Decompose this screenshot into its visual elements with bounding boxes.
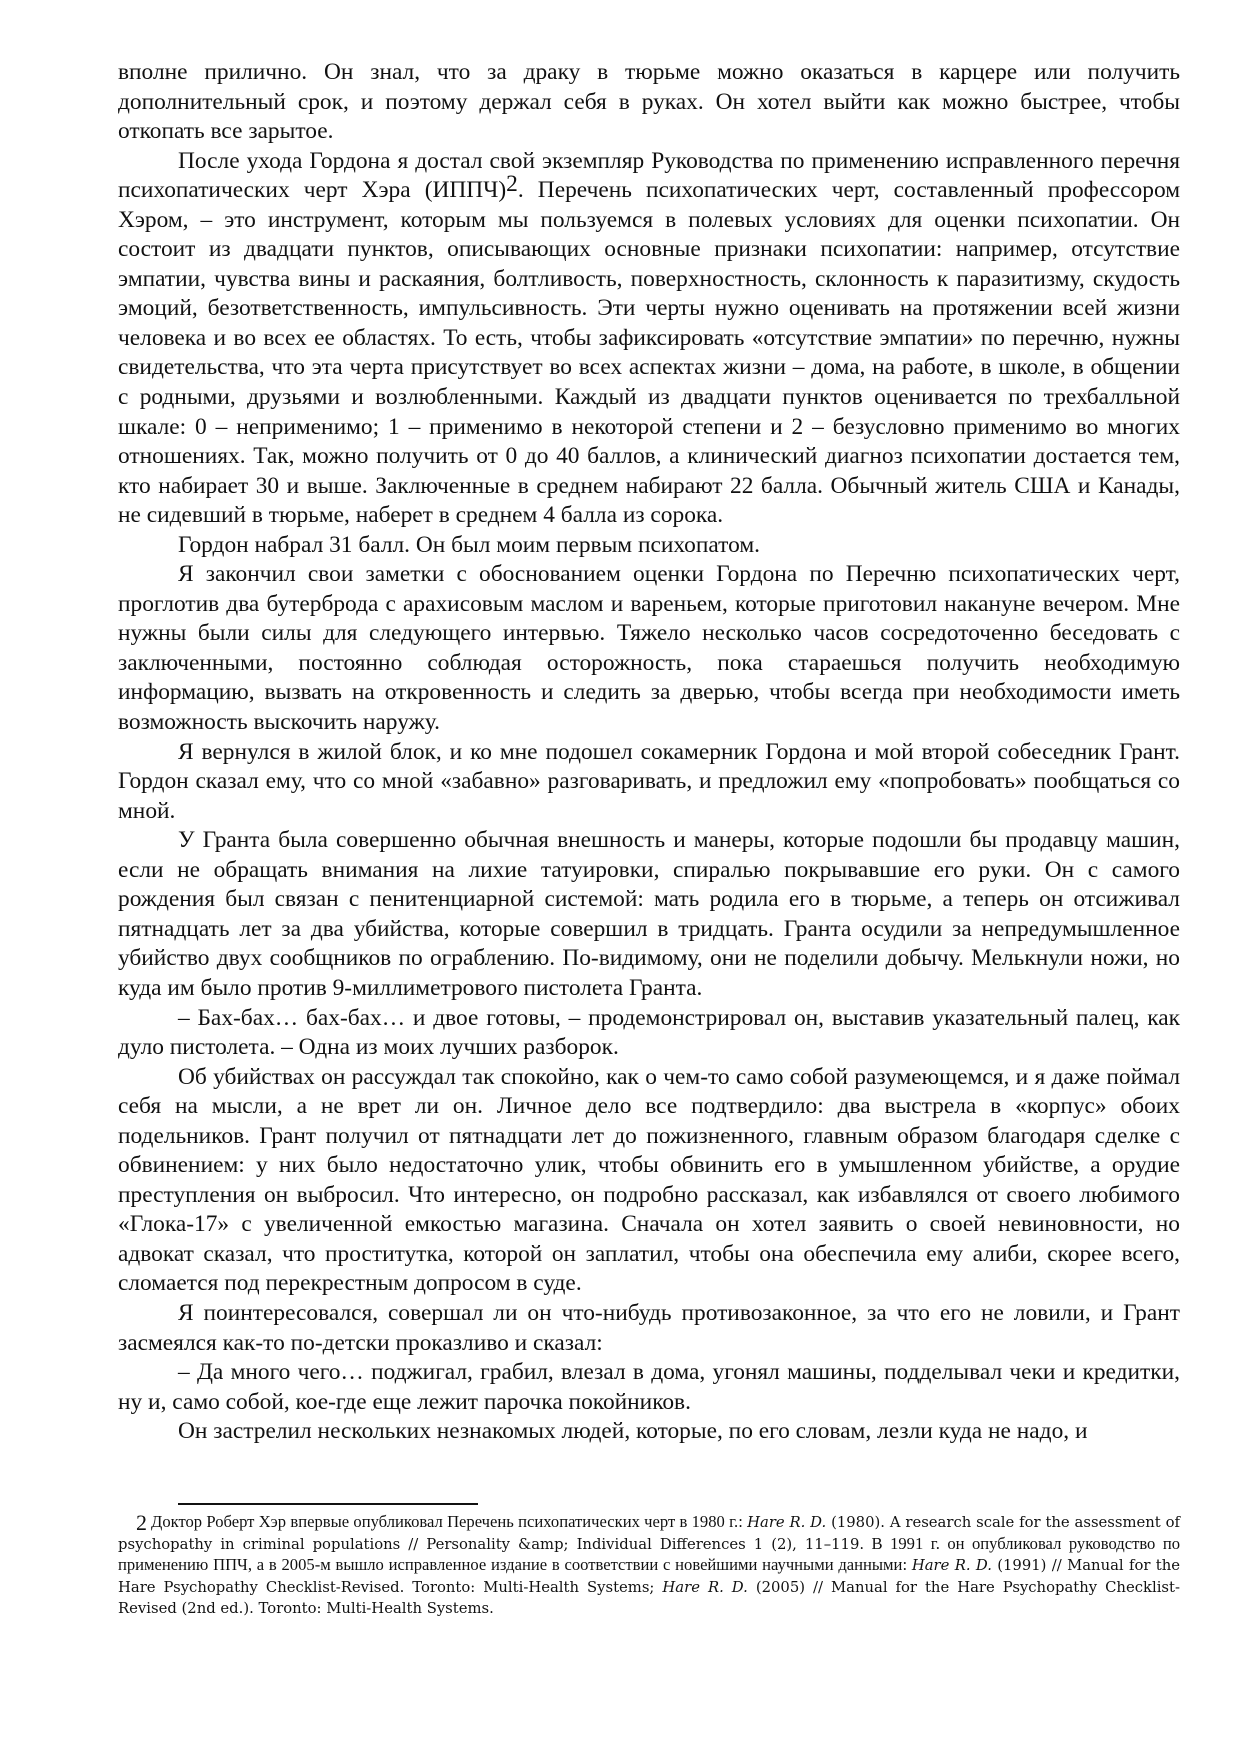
- paragraph: Гордон набрал 31 балл. Он был моим первым психопатом.: [178, 531, 760, 558]
- footnote-author: Hare R. D.: [662, 1578, 748, 1596]
- footnote-number: 2: [136, 1510, 147, 1535]
- footnote-citation: (1980). A research scale for the assessment of psychopathy in criminal populations // Personality &amp; Individual Differences 1 (2), 11–119.: [118, 1514, 1180, 1553]
- body-text: [118, 58, 1180, 1447]
- paragraph: – Да много чего… поджигал, грабил, влезал в дома, угонял машины, подделывал чеки и кредитки, ну и, само собой, кое-где еще лежит парочка покойников.: [118, 1359, 1180, 1415]
- paragraph: Я поинтересовался, совершал ли он что-нибудь противозаконное, за что его не ловили, и Грант засмеялся как-то по-детски проказливо и сказал:: [118, 1299, 1180, 1356]
- footnote-citation: (2005) // Manual for the Hare Psychopathy Checklist-Revised (2nd ed.). Toronto: Multi-Health Systems.: [118, 1578, 1180, 1618]
- footnote-citation: (1991) // Manual for the Hare Psychopathy Checklist-Revised. Toronto: Multi-Health Systems;: [118, 1557, 1180, 1596]
- footnote-text: Доктор Роберт Хэр впервые опубликовал Перечень психопатических черт в 1980 г.:: [151, 1512, 748, 1531]
- paragraph: У Гранта была совершенно обычная внешность и манеры, которые подошли бы продавцу машин, если не обращать внимания на лихие татуировки, спиралью покрывавшие его руки. Он с самого рождения был связан с пенитенциарной системой: мать родила его в тюрьме, а теперь он отсиживал пятнадцать лет за два убийства, которые совершил в тридцать. Гранта осудили за непредумышленное убийство двух сообщников по ограблению. По-видимому, они не поделили добычу. Мелькнули ножи, но куда им было против 9-миллиметрового пистолета Гранта.: [118, 827, 1180, 1001]
- paragraph: Я закончил свои заметки с обоснованием оценки Гордона по Перечню психопатических черт, проглотив два бутерброда с арахисовым маслом и вареньем, которые приготовил накануне вечером. Мне нужны были силы для следующего интервью. Тяжело несколько часов сосредоточенно беседовать с заключенными, постоянно соблюдая осторожность, пока стараешься получить необходимую информацию, вызвать на откровенность и следить за дверью, чтобы всегда при необходимости иметь возможность выскочить наружу.: [118, 561, 1180, 736]
- paragraph: Я вернулся в жилой блок, и ко мне подошел сокамерник Гордона и мой второй собеседник Грант. Гордон сказал ему, что со мной «забавно» разговаривать, и предложил ему «попробовать» пообщаться со мной.: [118, 738, 1180, 824]
- footnote-author: Hare R. D.: [911, 1557, 992, 1575]
- paragraph: вполне прилично. Он знал, что за драку в тюрьме можно оказаться в карцере или получить дополнительный срок, и поэтому держал себя в руках. Он хотел выйти как можно быстрее, чтобы откопать все зарытое.: [118, 59, 1180, 145]
- footnote-separator: [178, 1503, 478, 1505]
- footnote-author: Hare R. D.: [747, 1514, 827, 1531]
- footnote-text: В 1991 г. он опубликовал руководство по применению ППЧ, а в 2005-м вышло исправленное издание в соответствии с новейшими научными данными:: [118, 1533, 1180, 1575]
- paragraph: – Бах-бах… бах-бах… и двое готовы, – продемонстрировал он, выставив указательный палец, как дуло пистолета. – Одна из моих лучших разборок.: [118, 1004, 1180, 1061]
- paragraph-text: . Перечень психопатических черт, составленный профессором Хэром, – это инструмент, которым мы пользуемся в полевых условиях для оценки психопатии. Он состоит из двадцати пунктов, описывающих основные признаки психопатии: например, отсутствие эмпатии, чувства вины и раскаяния, болтливость, поверхностность, склонность к паразитизму, скудость эмоций, безответственность, импульсивность. Эти черты нужно оценивать на протяжении всей жизни человека и во всех ее областях. То есть, чтобы зафиксировать «отсутствие эмпатии» по перечню, нужны свидетельства, что эта черта присутствует во всех аспектах жизни – дома, на работе, в школе, в общении с родными, друзьями и возлюбленными. Каждый из двадцати пунктов оценивается по трехбалльной шкале: 0 – неприменимо; 1 – применимо в некоторой степени и 2 – безусловно применимо во многих отношениях. Так, можно получить от 0 до 40 баллов, а клинический диагноз психопатии достается тем, кто набирает 30 и выше. Заключенные в среднем набирают 22 балла. Обычный житель США и Канады, не сидевший в тюрьме, наберет в среднем 4 балла из сорока.: [118, 177, 1180, 529]
- footnote: [118, 1512, 1180, 1620]
- paragraph: Об убийствах он рассуждал так спокойно, как о чем-то само собой разумеющемся, и я даже поймал себя на мысли, а не врет ли он. Личное дело все подтвердило: два выстрела в «корпус» обоих подельников. Грант получил от пятнадцати лет до пожизненного, главным образом благодаря сделке с обвинением: у них было недостаточно улик, чтобы обвинить его в умышленном убийстве, а орудие преступления он выбросил. Что интересно, он подробно рассказал, как избавлялся от своего любимого «Глока-17» с увеличенной емкостью магазина. Сначала он хотел заявить о своей невиновности, но адвокат сказал, что проститутка, которой он заплатил, чтобы она обеспечила ему алиби, скорее всего, сломается под перекрестным допросом в суде.: [118, 1063, 1180, 1297]
- paragraph-text: После ухода Гордона я достал свой экземпляр Руководства по применению исправленного перечня психопатических черт Хэра (ИППЧ): [118, 147, 1180, 204]
- paragraph-with-footnote-ref: [118, 147, 1180, 531]
- footnote-reference[interactable]: 2: [506, 171, 518, 198]
- paragraph: Он застрелил нескольких незнакомых людей, которые, по его словам, лезли куда не надо, и: [178, 1418, 1088, 1445]
